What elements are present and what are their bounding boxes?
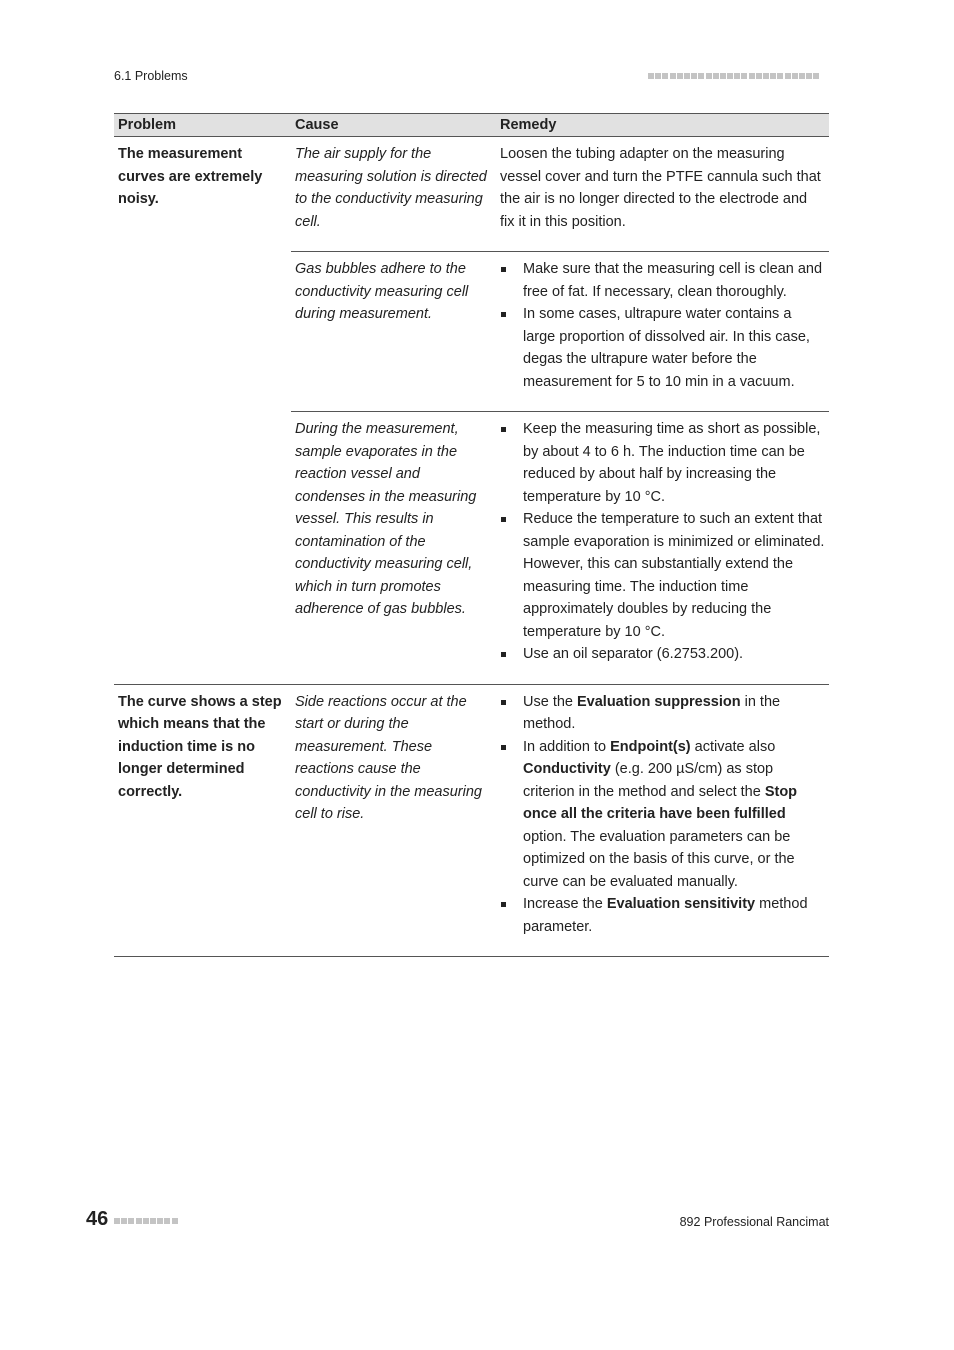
- remedy-bullet: Use an oil separator (6.2753.200).: [500, 643, 825, 666]
- table-row: [291, 411, 829, 684]
- header-decoration: [648, 73, 819, 79]
- problem-group: [114, 685, 829, 958]
- product-name: 892 Professional Rancimat: [679, 1215, 829, 1229]
- page-number: 46: [86, 1208, 109, 1230]
- problem-group: [114, 137, 829, 685]
- remedy-bullet: In addition to Endpoint(s) activate also Conductivity (e.g. 200 µS/cm) as stop criterion in the method and select the Stop once all the criteria have been fulfilled option. The evaluation parameters can be optimized on the basis of this curve, or the curve can be evaluated manually.: [500, 736, 825, 894]
- column-header-cause: Cause: [295, 117, 339, 133]
- remedy-cell: Loosen the tubing adapter on the measuring vessel cover and turn the PTFE cannula such that the air is no longer directed to the electrode and fix it in this position.: [500, 146, 821, 230]
- remedy-bullet: Use the Evaluation suppression in the method.: [500, 691, 825, 736]
- remedy-bullet: Increase the Evaluation sensitivity method parameter.: [500, 893, 825, 938]
- remedy-cell: [496, 258, 829, 393]
- table-row: [291, 251, 829, 411]
- table-row: [291, 685, 829, 957]
- remedy-bullet: In some cases, ultrapure water contains a large proportion of dissolved air. In this case, degas the ultrapure water before the measurement for 5 to 10 min in a vacuum.: [500, 303, 825, 393]
- remedy-bullet: Make sure that the measuring cell is clean and free of fat. If necessary, clean thoroughly.: [500, 258, 825, 303]
- cause-cell: Gas bubbles adhere to the conductivity measuring cell during measurement.: [295, 261, 469, 322]
- remedy-cell: [496, 691, 829, 939]
- footer-decoration: [114, 1218, 178, 1224]
- cause-cell: During the measurement, sample evaporates in the reaction vessel and condenses in the measuring vessel. This results in contamination of the conductivity measuring cell, which in turn promotes adherence of gas bubbles.: [295, 421, 477, 617]
- troubleshooting-table: [114, 113, 829, 957]
- remedy-bullet: Keep the measuring time as short as possible, by about 4 to 6 h. The induction time can be reduced by about half by increasing the temperature by 10 °C.: [500, 418, 825, 508]
- problem-cell: The curve shows a step which means that the induction time is no longer determined correctly.: [118, 693, 282, 800]
- cause-cell: Side reactions occur at the start or during the measurement. These reactions cause the conductivity in the measuring cell to rise.: [295, 693, 482, 822]
- column-header-remedy: Remedy: [500, 117, 557, 133]
- table-header: [114, 113, 829, 137]
- remedy-cell: [496, 418, 829, 666]
- remedy-bullet: Reduce the temperature to such an extent that sample evaporation is minimized or eliminated. However, this can substantially extend the measuring time. The induction time approximately doubles by reducing the temperature by 10 °C.: [500, 508, 825, 643]
- problem-cell: The measurement curves are extremely noisy.: [118, 146, 263, 207]
- cause-cell: The air supply for the measuring solution is directed to the conductivity measuring cell.: [295, 146, 487, 230]
- section-header: 6.1 Problems: [114, 69, 188, 83]
- table-row: [291, 137, 829, 251]
- column-header-problem: Problem: [118, 117, 177, 133]
